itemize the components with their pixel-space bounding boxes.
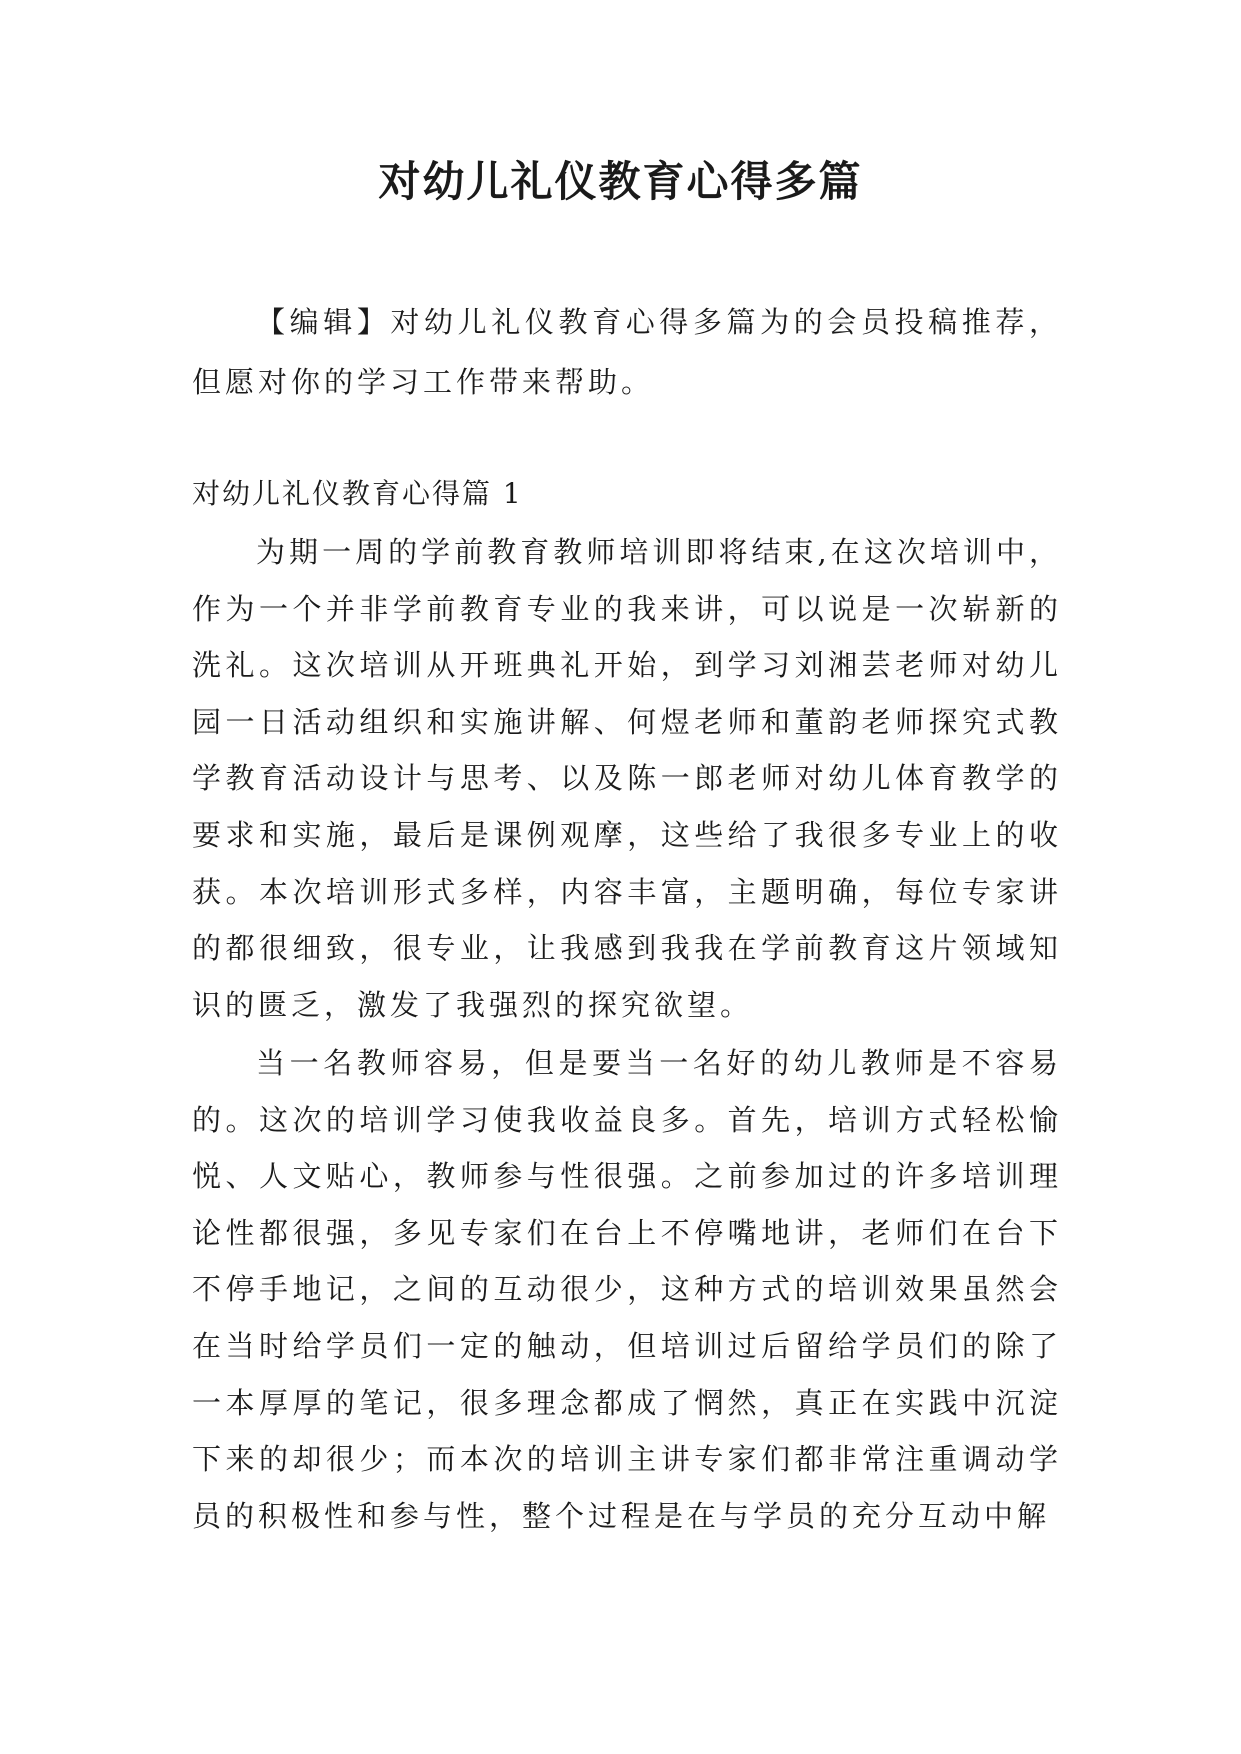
body-paragraph: 当一名教师容易，但是要当一名好的幼儿教师是不容易的。这次的培训学习使我收益良多。首先，培训方式轻松愉悦、人文贴心，教师参与性很强。之前参加过的许多培训理论性都很强，多见专家们在台上不停嘴地讲，老师们在台下不停手地记，之间的互动很少，这种方式的培训效果虽然会在当时给学员们一定的触动，但培训过后留给学员们的除了一本厚厚的笔记，很多理念都成了惘然，真正在实践中沉淀下来的却很少；而本次的培训主讲专家们都非常注重调动学员的积极性和参与性，整个过程是在与学员的充分互动中解 xyxy=(192,1046,1062,1533)
document-title: 对幼儿礼仪教育心得多篇 xyxy=(378,157,863,206)
editor-note: 【编辑】对幼儿礼仪教育心得多篇为的会员投稿推荐，但愿对你的学习工作带来帮助。 xyxy=(192,305,1062,399)
body-paragraph: 为期一周的学前教育教师培训即将结束,在这次培训中，作为一个并非学前教育专业的我来讲，可以说是一次崭新的洗礼。这次培训从开班典礼开始，到学习刘湘芸老师对幼儿园一日活动组织和实施讲解、何煜老师和董韵老师探究式教学教育活动设计与思考、以及陈一郎老师对幼儿体育教学的要求和实施，最后是课例观摩，这些给了我很多专业上的收获。本次培训形式多样，内容丰富，主题明确，每位专家讲的都很细致，很专业，让我感到我我在学前教育这片领域知识的匮乏，激发了我强烈的探究欲望。 xyxy=(192,535,1062,1022)
section-heading: 对幼儿礼仪教育心得篇 1 xyxy=(192,477,523,510)
